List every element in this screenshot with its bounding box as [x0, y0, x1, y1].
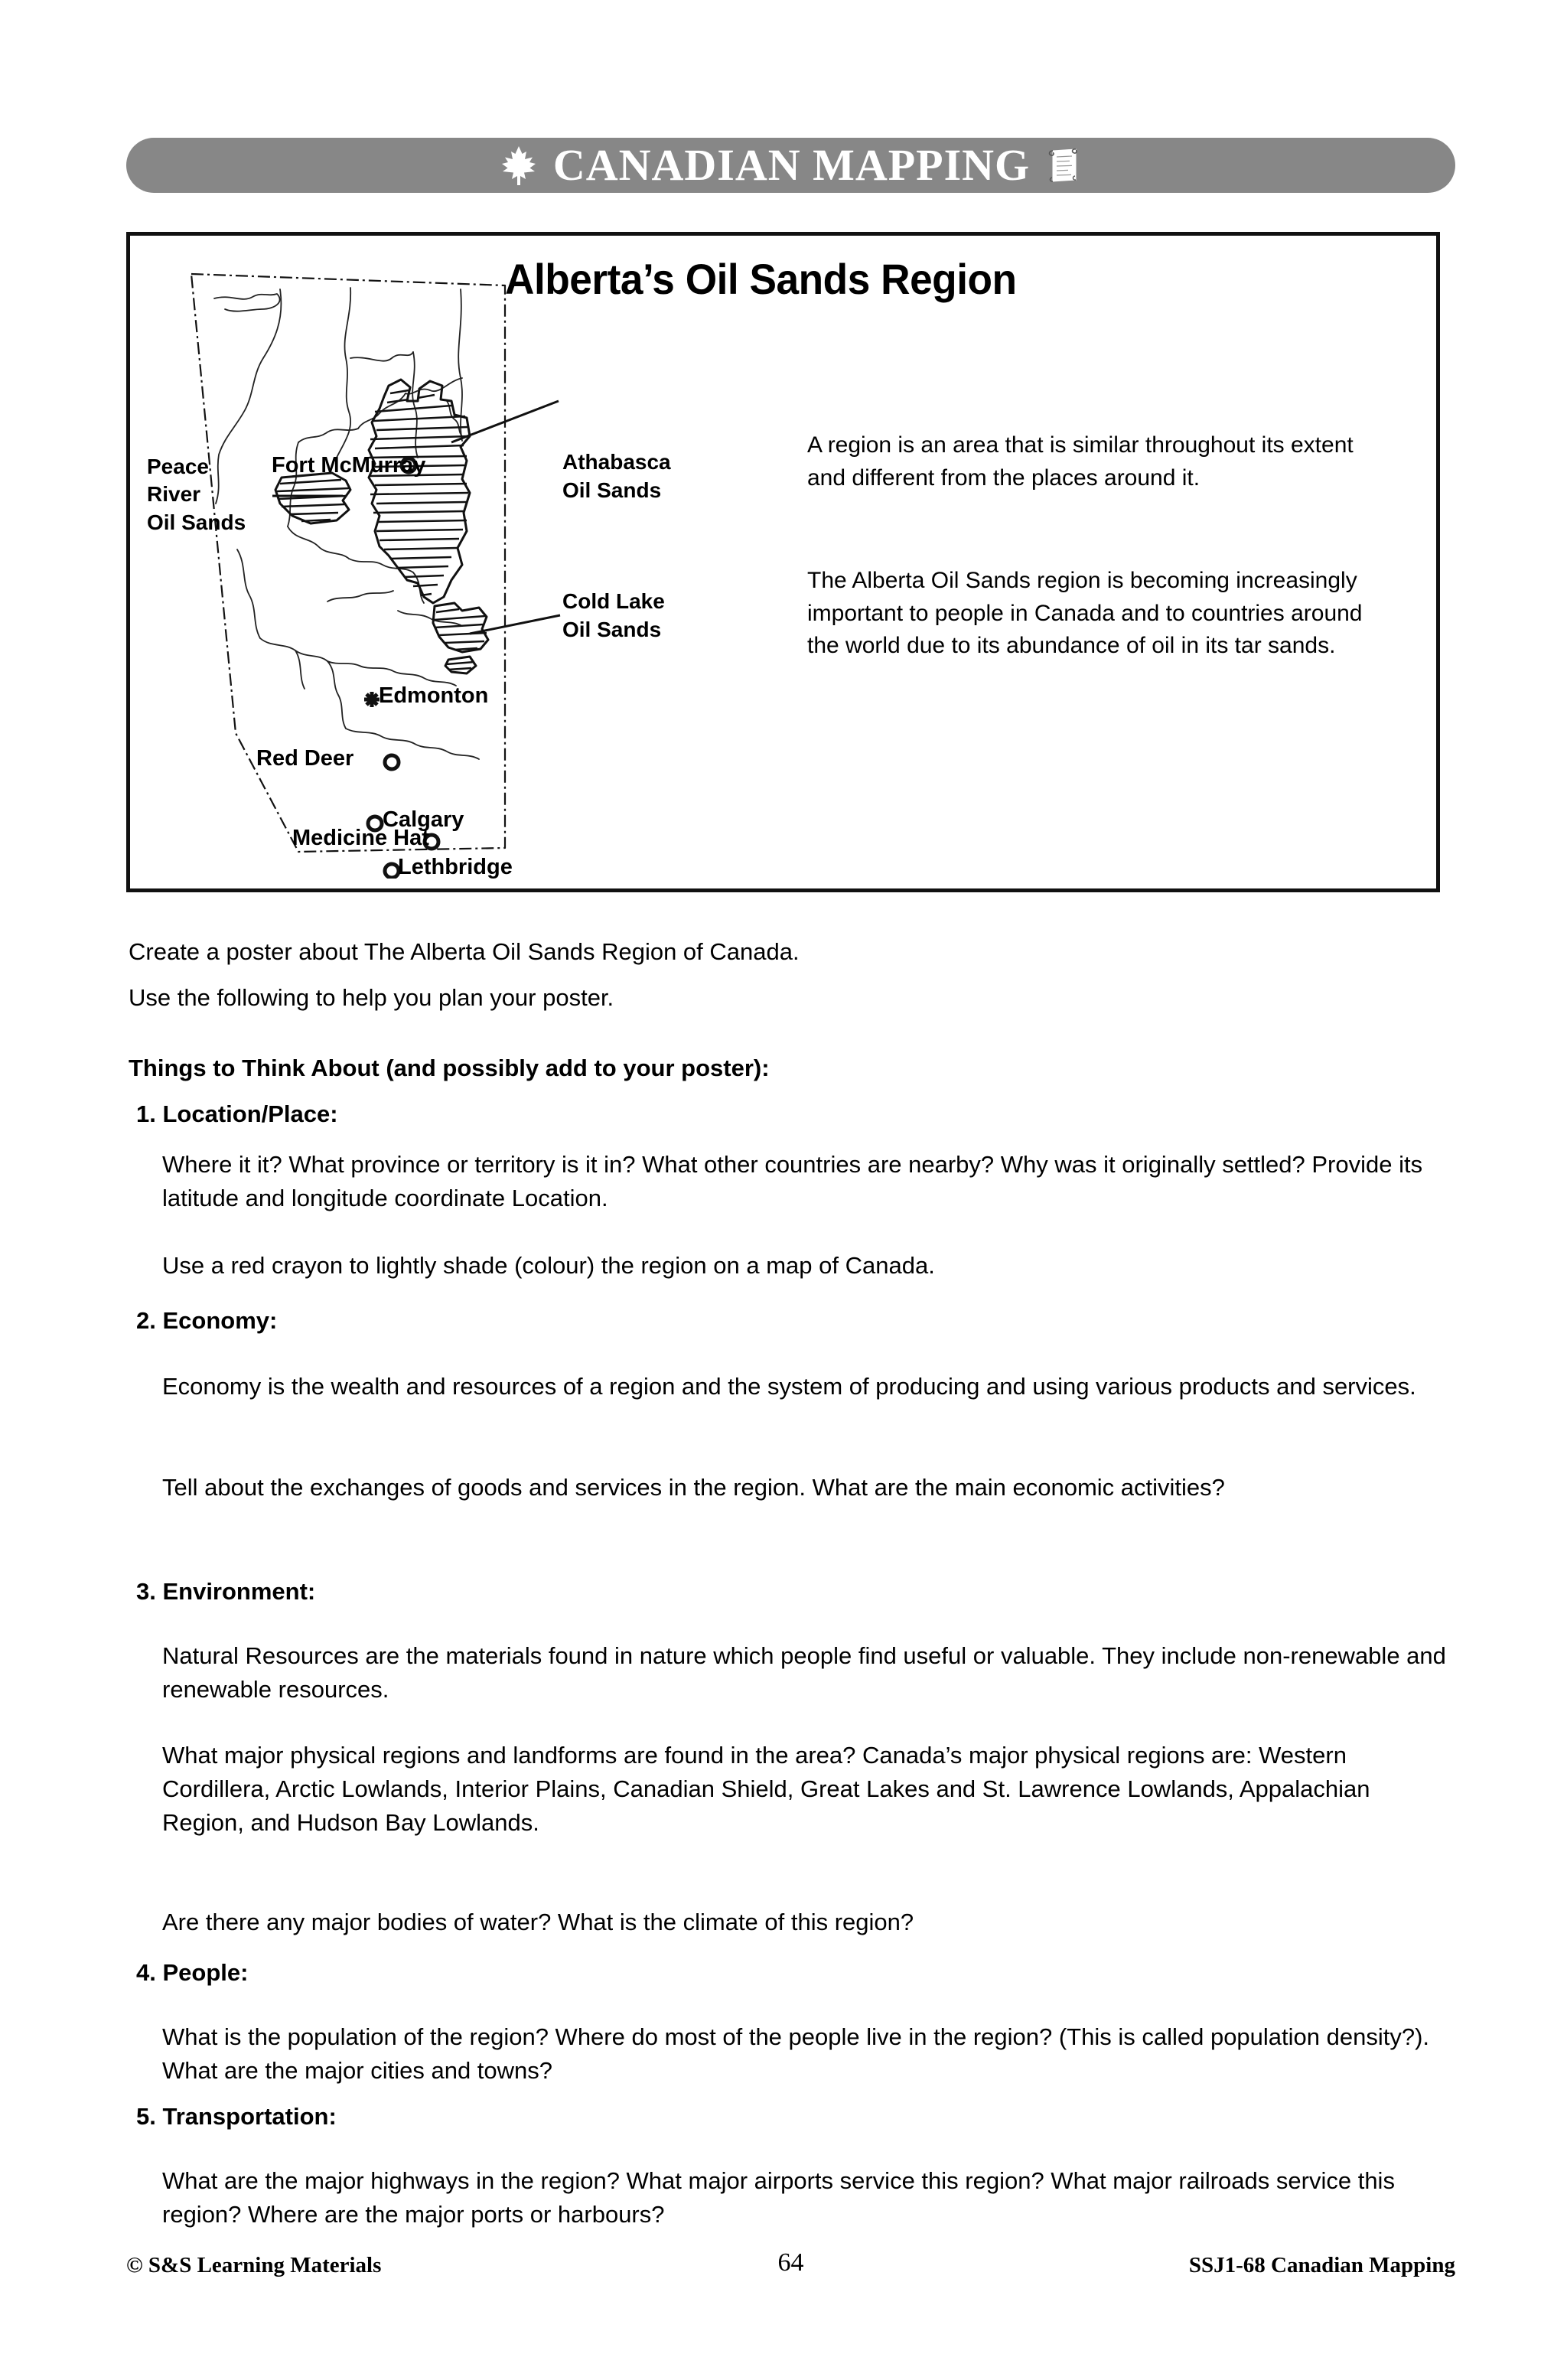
footer-product-code: SSJ1-68 Canadian Mapping [1188, 2253, 1455, 2277]
section-3-paragraph-2: What major physical regions and landforms are found in the area? Canada’s major physical regions are: Western Cordillera, Arctic Lowlands, Interior Plains, Canadian Shield, Great Lakes and St. Lawrence Lowlands, Appalachian Region, and Hudson Bay Lowlands. [162, 1742, 1370, 1837]
map-title: Alberta’s Oil Sands Region [505, 255, 1017, 303]
footer-copyright: © S&S Learning Materials [126, 2253, 382, 2277]
map-description-paragraph-1: A region is an area that is similar throughout its extent and different from the places around it. [807, 432, 1354, 491]
map-label-cold-lake-oil-sands [562, 588, 665, 644]
map-figure-box [126, 232, 1440, 892]
athabasca-oil-sands-area [369, 380, 470, 603]
map-label-red-deer: Red Deer [256, 746, 354, 771]
section-heading-transportation: 5. Transportation: [136, 2103, 337, 2130]
maple-leaf-icon [501, 145, 536, 185]
section-2-paragraph-2: Tell about the exchanges of goods and services in the region. What are the main economic activities? [162, 1474, 1225, 1501]
section-1-paragraph-1: Where it it? What province or territory is it in? What other countries are nearby? Why was it originally settled? Provide its latitude and longitude coordinate Location. [162, 1151, 1423, 1212]
footer-page-number: 64 [777, 2248, 804, 2277]
section-5-paragraph-1: What are the major highways in the region? What major airports service this region? What major railroads service this region? Where are the major ports or harbours? [162, 2167, 1395, 2228]
section-3-paragraph-1: Natural Resources are the materials found in nature which people find useful or valuable. They include non-renewable and renewable resources. [162, 1642, 1446, 1703]
page-title: CANADIAN MAPPING [552, 140, 1031, 190]
section-heading-economy: 2. Economy: [136, 1307, 278, 1334]
cold-lake-oil-sands-area [433, 603, 488, 673]
edmonton-capital-star [364, 692, 380, 707]
things-to-think-about-heading: Things to Think About (and possibly add to your poster): [129, 1055, 770, 1081]
map-label-peace-river-oil-sands [147, 453, 246, 536]
intro-line-2: Use the following to help you plan your poster. [129, 984, 614, 1011]
map-label-athabasca-line1: Athabasca [562, 450, 671, 474]
alberta-oil-sands-map [145, 243, 712, 879]
page-footer [126, 2248, 1455, 2284]
map-label-athabasca-line2: Oil Sands [562, 478, 662, 502]
map-label-calgary: Calgary [383, 807, 464, 832]
section-heading-environment: 3. Environment: [136, 1578, 316, 1605]
map-label-lethbridge: Lethbridge [398, 855, 513, 879]
map-label-peace-river-line3: Oil Sands [147, 510, 246, 534]
map-label-cold-lake-line1: Cold Lake [562, 589, 665, 613]
section-2-paragraph-1: Economy is the wealth and resources of a region and the system of producing and using various products and services. [162, 1373, 1416, 1400]
map-label-peace-river-line2: River [147, 482, 201, 507]
section-4-paragraph-1: What is the population of the region? Where do most of the people live in the region? (This is called population density?). What are the major cities and towns? [162, 2023, 1430, 2085]
map-label-edmonton: Edmonton [379, 683, 489, 708]
map-description-paragraph-2: The Alberta Oil Sands region is becoming increasingly important to people in Canada and to countries around the world due to its abundance of oil in its tar sands. [807, 568, 1363, 659]
peace-river-oil-sands-area [275, 473, 350, 523]
intro-line-1: Create a poster about The Alberta Oil Sands Region of Canada. [129, 938, 800, 965]
map-label-athabasca-oil-sands [562, 448, 671, 505]
section-heading-people: 4. People: [136, 1959, 249, 1986]
map-label-cold-lake-line2: Oil Sands [562, 617, 662, 641]
map-label-medicine-hat: Medicine Hat [292, 826, 429, 850]
section-heading-location-place: 1. Location/Place: [136, 1100, 338, 1127]
section-1-paragraph-2: Use a red crayon to lightly shade (colour) the region on a map of Canada. [162, 1252, 935, 1279]
map-label-peace-river-line1: Peace [147, 455, 209, 478]
scroll-map-icon [1047, 146, 1080, 184]
red-deer-marker [385, 755, 399, 769]
section-3-paragraph-3: Are there any major bodies of water? What is the climate of this region? [162, 1909, 914, 1935]
lethbridge-marker [385, 864, 399, 878]
page-header-banner [126, 138, 1455, 193]
map-label-fort-mcmurray: Fort McMurray [272, 453, 426, 478]
